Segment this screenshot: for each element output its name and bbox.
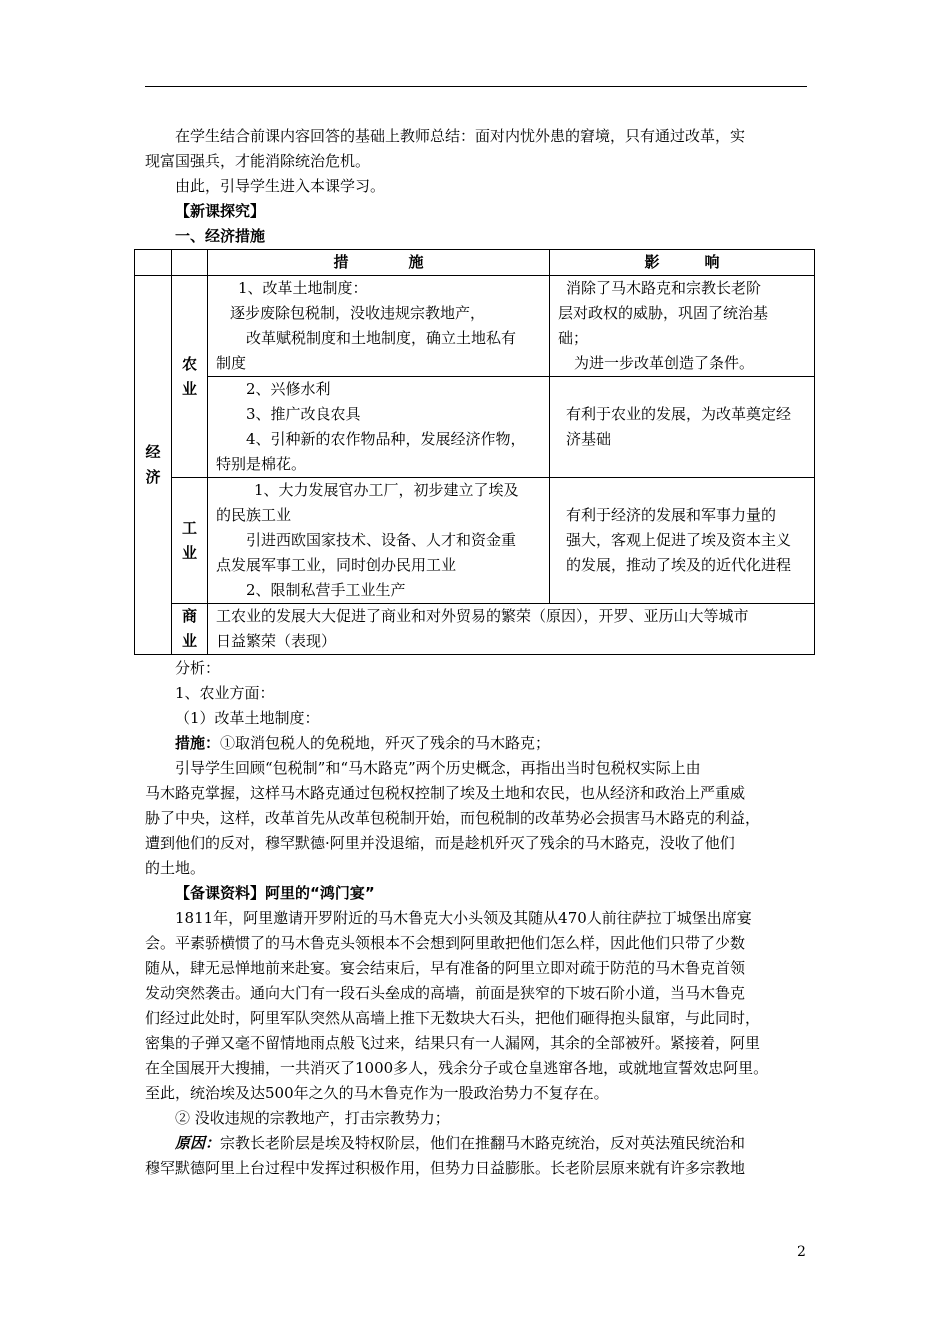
material-line-5: 们经过此处时，阿里军队突然从高墙上推下无数块大石头，把他们砸得抱头鼠窜，与此同时， bbox=[145, 1009, 761, 1027]
ind-measures: 1、大力发展官办工厂，初步建立了埃及 的民族工业 引进西欧国家技术、设备、人才和资金重 点发展军事工业，同时创办民用工业 2、限制私营手工业生产 bbox=[208, 478, 550, 604]
reason-label: 原因： bbox=[175, 1134, 221, 1152]
measure-text: ①取消包税人的免税地，歼灭了残余的马木路克； bbox=[220, 734, 551, 752]
header-measures: 措 施 bbox=[208, 250, 550, 276]
agri-measures-2: 2、兴修水利 3、推广改良农具 4、引种新的农作物品种，发展经济作物， 特别是棉花。 bbox=[208, 377, 550, 478]
material-line-4: 发动突然袭击。通向大门有一段石头垒成的高墙，前面是狭窄的下坡石阶小道，当马木鲁克 bbox=[145, 984, 746, 1002]
material-heading: 【备课资料】阿里的“鸿门宴” bbox=[175, 884, 375, 902]
group-label-economy: 经 济 bbox=[135, 276, 172, 655]
analysis-measure bbox=[145, 731, 815, 756]
agri-measures-1: 1、改革土地制度： 逐步废除包税制，没收违规宗教地产， 改革赋税制度和土地制度，确立土地私有 制度 bbox=[208, 276, 550, 377]
row-label-commerce: 商 业 bbox=[172, 604, 208, 655]
guide-line-3: 胁了中央，这样，改革首先从改革包税制开始，而包税制的改革势必会损害马木路克的利益， bbox=[145, 809, 761, 827]
header-blank-1 bbox=[135, 250, 172, 276]
intro-summary-line2: 现富国强兵，才能消除统治危机。 bbox=[145, 152, 371, 170]
analysis-item1-sub: （1）改革土地制度： bbox=[175, 709, 320, 727]
agri-impact-1: 消除了马木路克和宗教长老阶 层对政权的威胁，巩固了统治基 础； 为进一步改革创造了条件。 bbox=[550, 276, 815, 377]
analysis-label: 分析： bbox=[175, 659, 221, 677]
subheading-economy: 一、经济措施 bbox=[175, 227, 266, 245]
ind-impact: 有利于经济的发展和军事力量的 强大，客观上促进了埃及资本主义 的发展，推动了埃及的近代化进程 bbox=[550, 478, 815, 604]
measure-label: 措施： bbox=[175, 734, 221, 752]
analysis-item1: 1、农业方面： bbox=[175, 684, 275, 702]
row-label-industry: 工 业 bbox=[172, 478, 208, 604]
religion-reason-line2: 穆罕默德阿里上台过程中发挥过积极作用，但势力日益膨胀。长老阶层原来就有许多宗教地 bbox=[145, 1159, 746, 1177]
material-line-3: 随从，肆无忌惮地前来赴宴。宴会结束后，早有准备的阿里立即对疏于防范的马木鲁克首领 bbox=[145, 959, 746, 977]
page-number: 2 bbox=[797, 1244, 806, 1260]
header-rule bbox=[145, 86, 807, 87]
religion-item2: ② 没收违规的宗教地产，打击宗教势力； bbox=[175, 1109, 450, 1127]
header-impact: 影 响 bbox=[550, 250, 815, 276]
religion-reason-line1 bbox=[145, 1131, 815, 1156]
intro-lead-in: 由此，引导学生进入本课学习。 bbox=[175, 177, 386, 195]
guide-line-2: 马木路克掌握，这样马木路克通过包税权控制了埃及土地和农民，也从经济和政治上严重威 bbox=[145, 784, 746, 802]
reason-text-1: 宗教长老阶层是埃及特权阶层，他们在推翻马木路克统治，反对英法殖民统治和 bbox=[220, 1134, 746, 1152]
material-line-1: 1811年，阿里邀请开罗附近的马木鲁克大小头领及其随从470人前往萨拉丁城堡出席宴 bbox=[175, 909, 752, 927]
guide-line-1: 引导学生回顾“包税制”和“马木路克”两个历史概念，再指出当时包税权实际上由 bbox=[175, 759, 701, 777]
material-line-2: 会。平素骄横惯了的马木鲁克头领根本不会想到阿里敢把他们怎么样，因此他们只带了少数 bbox=[145, 934, 746, 952]
row-label-agriculture: 农 业 bbox=[172, 276, 208, 478]
guide-line-5: 的土地。 bbox=[145, 859, 206, 877]
header-blank-2 bbox=[172, 250, 208, 276]
measures-table bbox=[134, 249, 815, 655]
section-heading: 【新课探究】 bbox=[175, 202, 266, 220]
agri-impact-2: 有利于农业的发展，为改革奠定经 济基础 bbox=[550, 377, 815, 478]
intro-summary-line1: 在学生结合前课内容回答的基础上教师总结：面对内忧外患的窘境，只有通过改革，实 bbox=[175, 127, 746, 145]
material-line-8: 至此，统治埃及达500年之久的马木鲁克作为一股政治势力不复存在。 bbox=[145, 1084, 609, 1102]
commerce-text: 工农业的发展大大促进了商业和对外贸易的繁荣（原因），开罗、亚历山大等城市 日益繁荣（表现） bbox=[208, 604, 815, 655]
material-line-7: 在全国展开大搜捕，一共消灭了1000多人，残余分子或仓皇逃窜各地，或就地宣誓效忠阿里。 bbox=[145, 1059, 769, 1077]
guide-line-4: 遭到他们的反对，穆罕默德·阿里并没退缩，而是趁机歼灭了残余的马木路克，没收了他们 bbox=[145, 834, 735, 852]
material-line-6: 密集的子弹又毫不留情地雨点般飞过来，结果只有一人漏网，其余的全部被歼。紧接着，阿里 bbox=[145, 1034, 761, 1052]
